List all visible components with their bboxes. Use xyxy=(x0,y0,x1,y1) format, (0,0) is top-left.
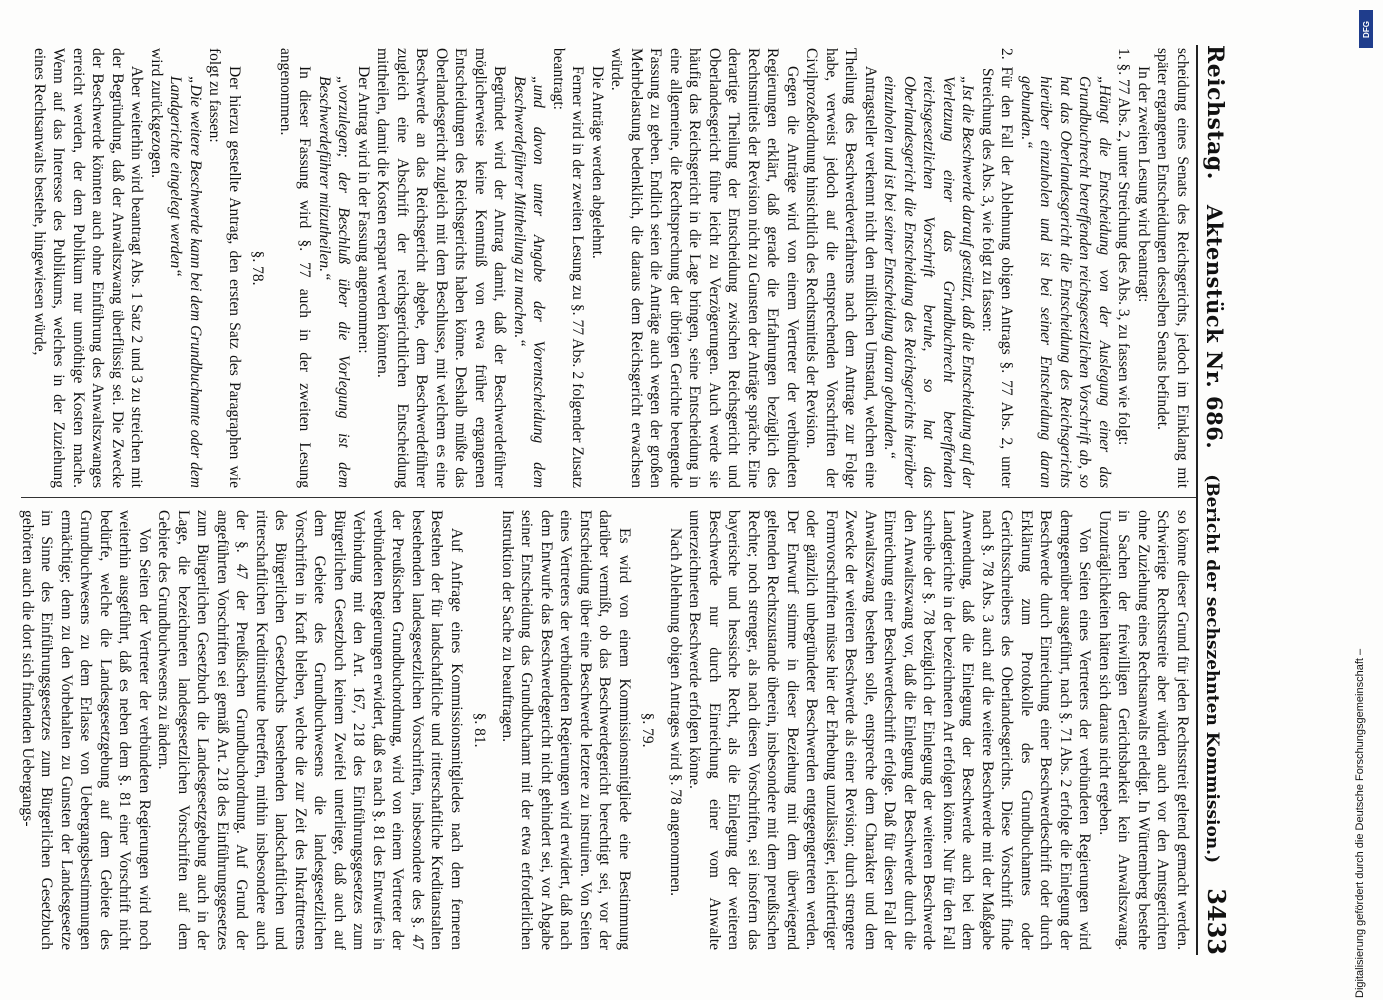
paragraph: Auf Anfrage eines Kommissionsmitgliedes nach dem ferneren Bestehen der für landschaftliche und ritterschaftliche Kreditanstalten bestehenden landesgesetzlichen Vorschriften, insbesondere des §. 47 der Preußischen Grundbuchordnung, wird von einem Vertreter der verbündeten Regierungen erwidert, daß es nach §. 81 des Entwurfes in Verbindung mit den Art. 167, 218 des Einführungsgesetzes zum Bürgerlichen Gesetzbuch keinem Zweifel unterliege, daß auch auf dem Gebiete des Grundbuchwesens die landesgesetzlichen Vorschriften in Kraft bleiben, welche die zur Zeit des Inkrafttretens des Bürgerlichen Gesetzbuchs bestehenden landschaftlichen und ritterschaftlichen Kreditinstitute betreffen, mithin insbesondere auch der §. 47 der Preußischen Grundbuchordnung. Auf Grund der angeführten Vorschriften sei gemäß Art. 218 des Einführungsgesetzes zum Bürgerlichen Gesetzbuch die Landesgesetzgebung auch in der Lage, die bezeichneten landesgesetzlichen Vorschriften auf dem Gebiete des Grundbuchwesens zu ändern. xyxy=(155,510,465,950)
right-column xyxy=(19,510,1192,950)
paragraph: Die Anträge werden abgelehnt. xyxy=(589,66,606,259)
header-rule xyxy=(1196,45,1198,955)
page-header xyxy=(1202,45,1242,955)
paragraph: In der zweiten Lesung wird beantragt: xyxy=(1135,66,1152,303)
header-reichstag: Reichstag. xyxy=(1202,45,1228,180)
paragraph: Aber weiterhin wird beantragt Abs. 1 Satz 2 und 3 zu streichen mit der Begründung, daß der Anwaltszwang überflüssig sei. Die Zwecke der Beschwerde könnten auch ohne Einführung des Anwaltszwanges erreicht werden, der dem Publikum nur unnöthige Kosten mache. Wenn auf das Interesse des Publikums, welches in der Zuziehung eines Rechtsanwalts bestehe, hingewiesen würde, xyxy=(31,48,146,488)
paragraph: Gegen die Anträge wird von einem Vertreter der verbündeten Regierungen erklärt, daß gerade die Erfahrungen bezüglich des Rechtsmittels der Revision nicht zu Gunsten der Anträge spräche. Eine derartige Theilung der Entscheidung zwischen Reichsgericht und Oberlandesgericht führe leicht zu Verzögerungen. Auch werde sie häufig das Reichsgericht in die Lage bringen, seine Entscheidung in eine allgemeine, die Rechtsprechung der übrigen Gerichte beengende Fassung zu geben. Endlich seien die Anträge auch wegen der großen Mehrbelastung bedenklich, die daraus dem Reichsgericht erwachsen würde. xyxy=(608,48,801,488)
paragraph: „vorzulegen; der Beschluß über die Vorlegung ist dem Beschwerdeführer mitzutheilen.“ xyxy=(316,76,353,488)
paragraph: „Hängt die Entscheidung von der Auslegung einer das Grundbuchrecht betreffenden reichsgesetzlichen Vorschrift ab, so hat das Oberlandesgericht die Entscheidung des Reichsgerichts hierüber einzuholen und ist bei seiner Entscheidung daran gebunden.“ xyxy=(1018,76,1113,488)
digitization-sidebar xyxy=(1350,8,1378,998)
paragraph: „Die weitere Beschwerde kann bei dem Grundbuchamte oder dem Landgerichte eingelegt werden“ xyxy=(167,76,204,488)
dfg-logo-text: DFG xyxy=(1361,20,1371,38)
paragraph: scheidung eines Senats des Reichsgerichts, jedoch im Einklang mit später ergangenen Entscheidungen desselben Senats befindet. xyxy=(1154,48,1191,488)
left-column xyxy=(22,48,1192,488)
paragraph: 1. §. 77 Abs. 2, unter Streichung des Abs. 3, zu fassen wie folgt: xyxy=(1115,48,1133,446)
paragraph: 2. Für den Fall der Ablehnung obigen Antrags §. 77 Abs. 2, unter Streichung des Abs. 3, wie folgt zu fassen: xyxy=(979,48,1016,488)
section-heading: §. 79. xyxy=(639,712,657,748)
section-heading: §. 81. xyxy=(471,712,489,748)
paragraph: Der hierzu gestellte Antrag, den ersten Satz des Paragraphen wie folgt zu fassen: xyxy=(206,48,243,488)
header-commission-report: (Bericht der sechszehnten Kommission.) xyxy=(1202,474,1222,864)
paragraph: Es wird von einem Kommissionsmitgliede eine Bestimmung darüber vermißt, ob das Beschwerdegericht berechtigt sei, vor der Entscheidung über eine Beschwerde letztere zu instruiren. Von Seiten eines Vertreters der verbündeten Regierungen wird erwidert, daß nach dem Entwurfe das Beschwerdegericht nicht gehindert sei, vor Abgabe seiner Entscheidung das Grundbuchamt mit der etwa erforderlichen Instruktion der Sache zu beauftragen. xyxy=(499,510,633,950)
paragraph: so könne dieser Grund für jeden Rechtsstreit geltend gemacht werden. Schwierige Rechtsstreite aber würden auch vor den Amtsgerichten ohne Zuziehung eines Rechtsanwalts erledigt. In Württemberg bestehe in Sachen der freiwilligen Gerichtsbarkeit kein Anwaltszwang. Unzuträglichkeiten hätten sich daraus nicht ergeben. xyxy=(1096,510,1191,950)
paragraph: Nach Ablehnung obigen Antrages wird §. 78 angenommen. xyxy=(667,528,684,897)
paragraph: In dieser Fassung wird §. 77 auch in der zweiten Lesung angenommen. xyxy=(277,48,314,488)
paragraph: Ferner wird in der zweiten Lesung zu §. 77 Abs. 2 folgender Zusatz beantragt: xyxy=(550,48,587,488)
paragraph: „und davon unter Angabe der Vorentscheidung dem Beschwerdeführer Mittheilung zu machen.“ xyxy=(511,76,548,488)
paragraph: Antragsteller verkennt nicht den mißlichen Umstand, welchen eine Theilung des Beschwerdeverfahrens nach dem Antrage zur Folge habe, verweist jedoch auf die entsprechenden Vorschriften der Civilprozeßordnung hinsichtlich des Rechtsmittels der Revision. xyxy=(803,48,879,488)
paragraph: Der Antrag wird in der Fassung angenommen: xyxy=(355,66,372,354)
digitization-credit: Digitalisierung gefördert durch die Deutsche Forschungsgemeinschaft – xyxy=(1354,648,1366,998)
header-document-number: Aktenstück Nr. 686. xyxy=(1202,204,1227,450)
section-heading: §. 78. xyxy=(249,250,267,286)
paragraph: „Ist die Beschwerde darauf gestützt, daß die Entscheidung auf der Verletzung einer das Grundbuchrecht betreffenden reichsgesetzlichen Vorschrift beruhe, so hat das Oberlandesgericht die Entscheidung des Reichsgerichts hierüber einzuholen und ist bei seiner Entscheidung daran gebunden.“ xyxy=(881,76,977,488)
dfg-logo xyxy=(1359,10,1373,48)
column-separator xyxy=(21,497,1196,498)
paragraph: wird zurückgezogen. xyxy=(148,48,165,178)
paragraph: Von Seiten eines Vertreters der verbündeten Regierungen wird demgegenüber ausgeführt, nach §. 71 Abs. 2 erfolge die Einlegung der Beschwerde durch Einreichung einer Beschwerdeschrift oder durch Erklärung zum Protokolle des Grundbuchamtes oder Gerichtsschreibers des Oberlandesgerichts. Diese Vorschrift finde nach §. 78 Abs. 3 auch auf die weitere Beschwerde mit der Maßgabe Anwendung, daß die Einlegung der Beschwerde auch bei dem Landgerichte in der bezeichneten Art erfolgen könne. Nur für den Fall schreibe der §. 78 bezüglich der Einlegung der weiteren Beschwerde den Anwaltszwang vor, daß die Einlegung der Beschwerde durch die Einreichung einer Beschwerdeschrift erfolge. Daß für diesen Fall der Anwaltszwang bestehen solle, entspreche dem Charakter und dem Zwecke der weiteren Beschwerde als einer Revision; durch strengere Formvorschriften müsse hier der Erhebung unzulässiger, leichtfertiger oder gänzlich unbegründeter Beschwerden entgegengetreten werden. Der Entwurf stimme in dieser Beziehung mit dem überwiegend geltenden Rechtszustande überein, insbesondere mit dem preußischen Rechte; noch strenger, als nach diesen Vorschriften, sei insofern das bayerische und hessische Recht, als die Einlegung der weiteren Beschwerde nur durch Einreichung einer vom Anwalte unterzeichneten Beschwerde erfolgen könne. xyxy=(686,510,1094,950)
page-number: 3433 xyxy=(1202,888,1231,955)
paragraph: Begründet wird der Antrag damit, daß der Beschwerdeführer möglicherweise keine Kenntniß von etwa früher ergangenen Entscheidungen des Reichsgerichts haben könne. Deshalb müßte das Oberlandesgericht zugleich mit dem Beschlusse, mit welchem es eine Beschwerde an das Reichsgericht abgebe, dem Beschwerdeführer zugleich eine Abschrift der reichsgerichtlichen Entscheidung mittheilen, damit die Kosten erspart werden könnten. xyxy=(374,48,509,488)
paragraph: Von Seiten der Vertreter der verbündeten Regierungen wird noch weiterhin ausgeführt, daß es neben dem §. 81 einer Vorschrift nicht bedürfe, welche die Landesgesetzgebung auf dem Gebiete des Grundbuchwesens zu dem Erlasse von Uebergangsbestimmungen ermächtige; denn zu den Vorbehalten zu Gunsten der Landesgesetze im Sinne des Einführungsgesetzes zum Bürgerlichen Gesetzbuch gehörten auch die dort sich findenden Uebergangs- xyxy=(19,510,153,950)
